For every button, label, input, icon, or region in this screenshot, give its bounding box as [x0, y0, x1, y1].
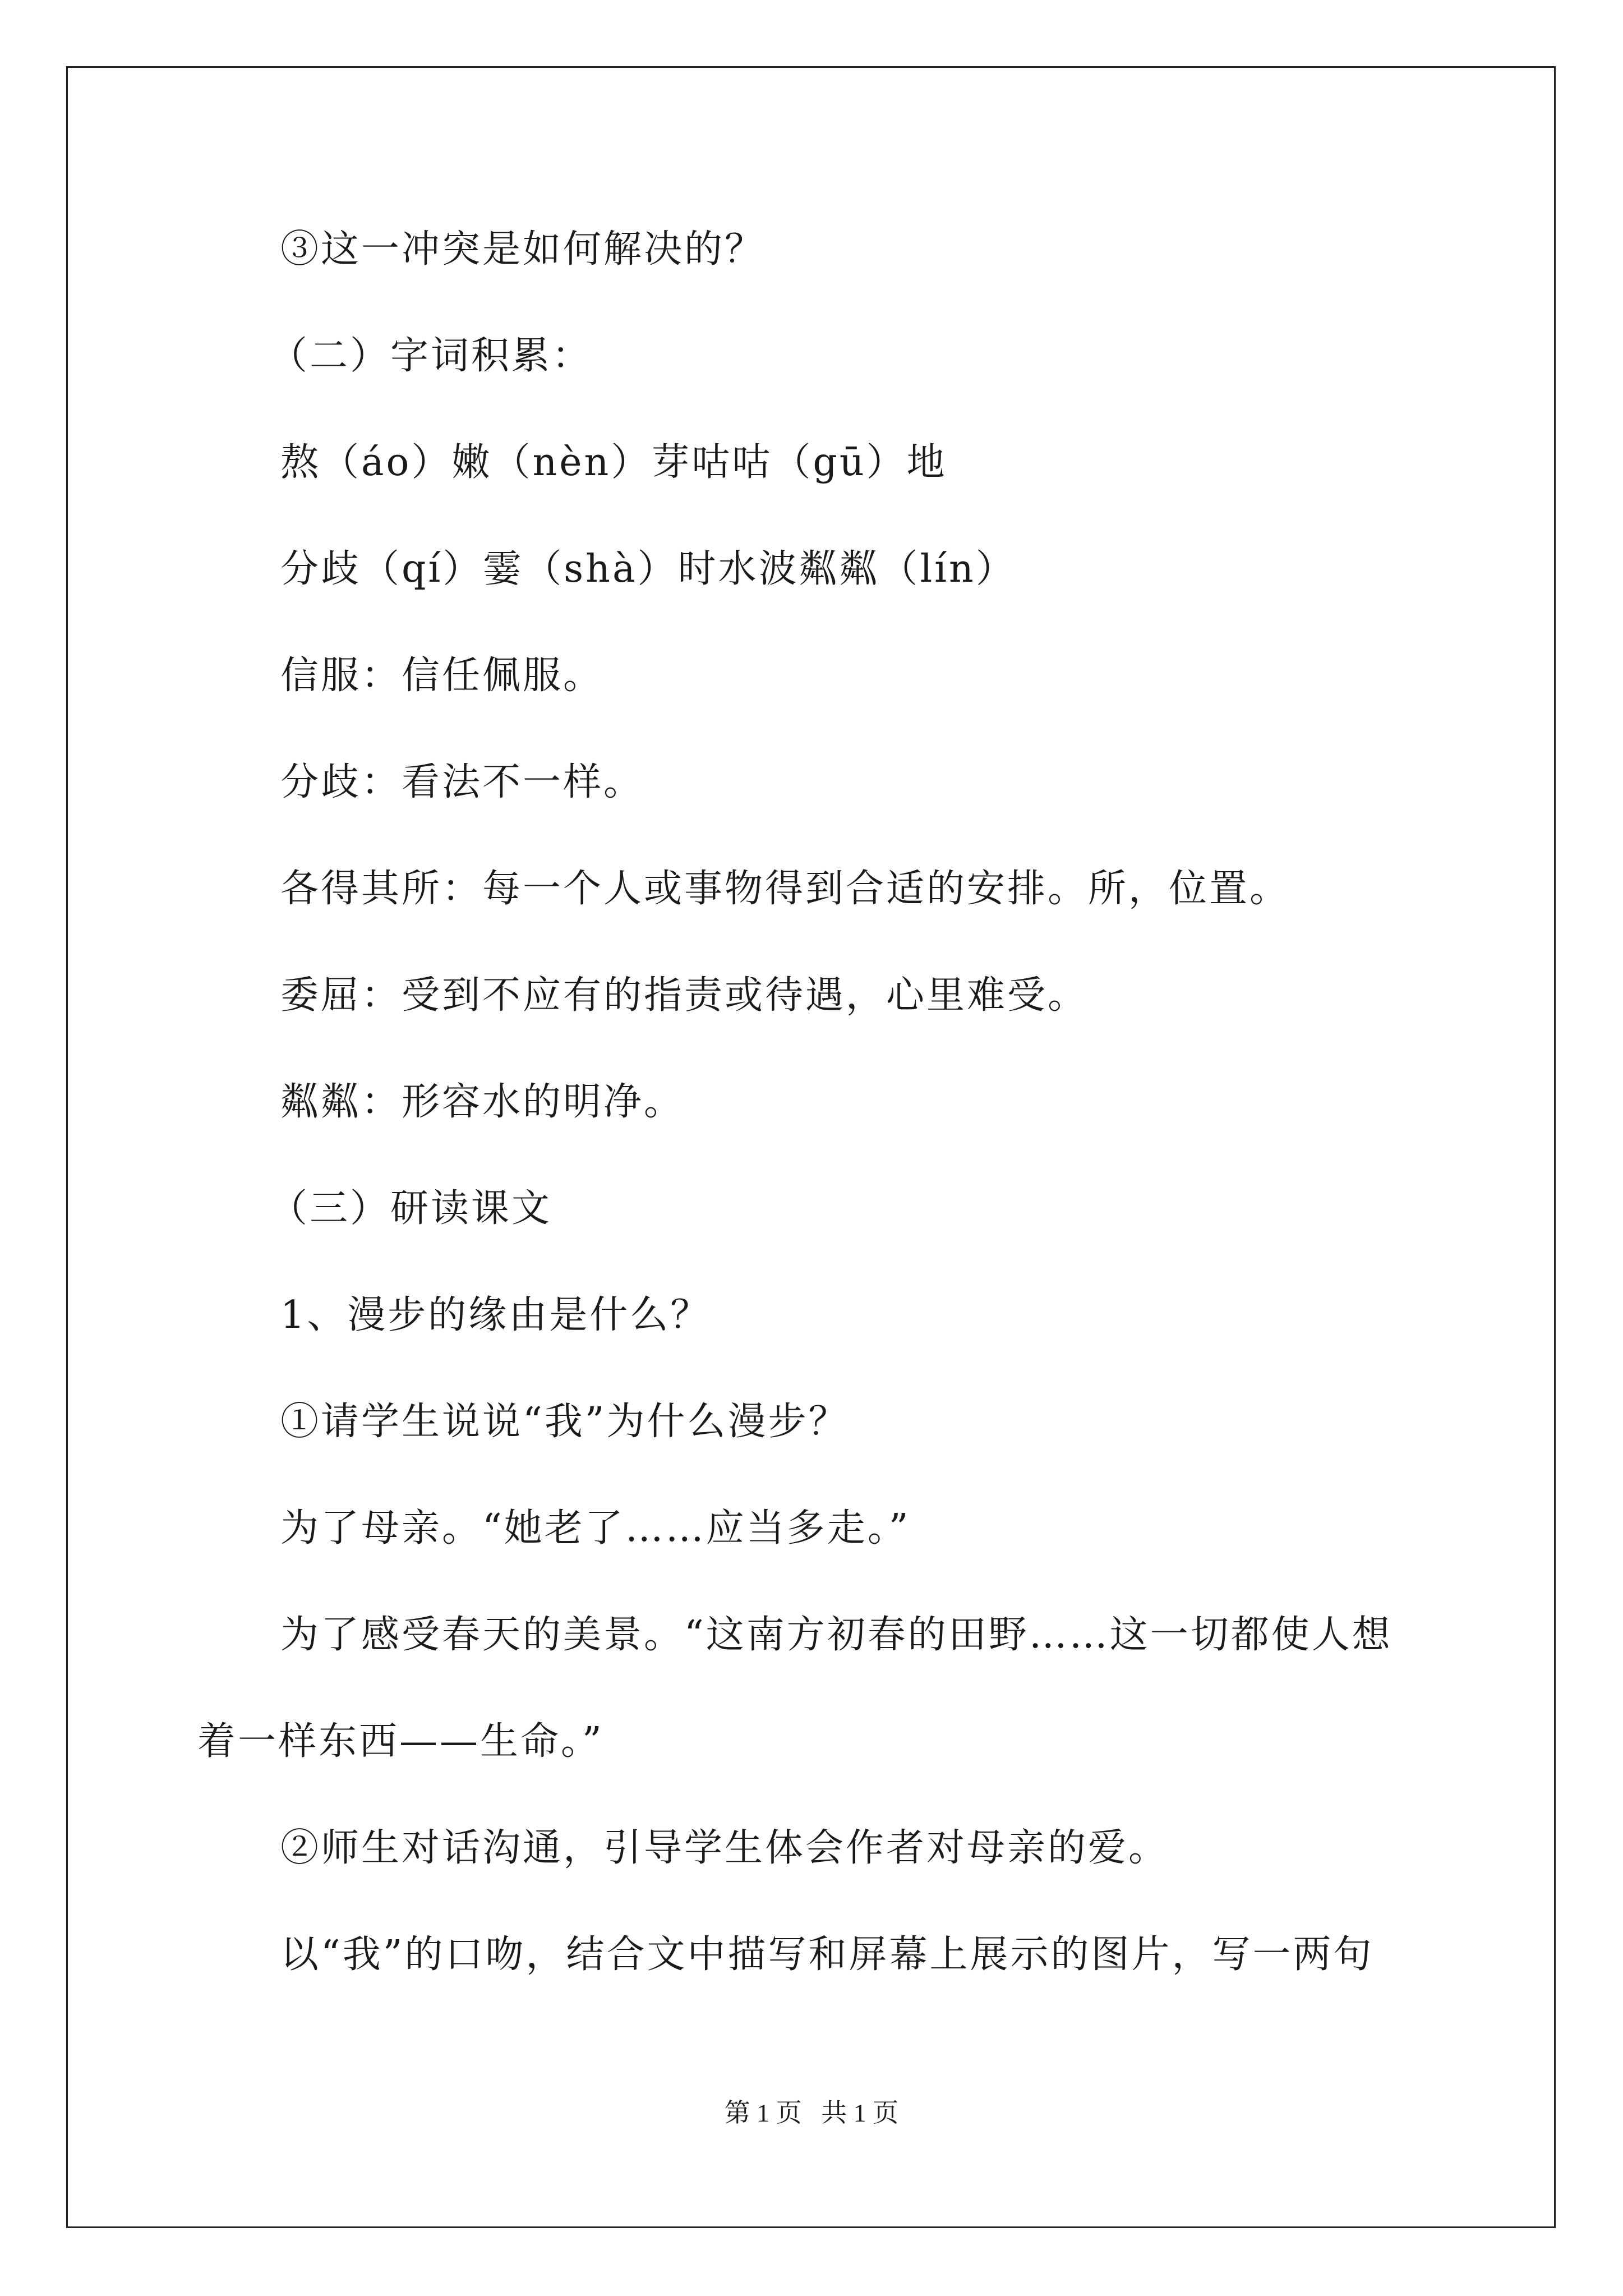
text-line-17: 以“我”的口吻，结合文中描写和屏幕上展示的图片，写一两句 — [280, 1932, 1374, 1977]
section-heading-2: （二）字词积累： — [269, 334, 593, 378]
text-line-16: ②师生对话沟通，引导学生体会作者对母亲的爱。 — [280, 1826, 1169, 1870]
text-line-14: 为了感受春天的美景。“这南方初春的田野……这一切都使人想 — [280, 1613, 1393, 1657]
text-line-1: ③这一冲突是如何解决的？ — [280, 227, 766, 272]
text-line-9: 粼粼：形容水的明净。 — [280, 1080, 685, 1124]
text-line-6: 分歧：看法不一样。 — [280, 760, 644, 804]
text-line-15: 着一样东西——生命。” — [197, 1719, 604, 1764]
text-line-5: 信服：信任佩服。 — [280, 654, 604, 698]
text-line-8: 委屈：受到不应有的指责或待遇，心里难受。 — [280, 973, 1089, 1018]
section-heading-3: （三）研读课文 — [269, 1186, 552, 1231]
text-line-11: 1、漫步的缘由是什么？ — [280, 1293, 711, 1337]
text-line-4: 分歧（qí）霎（shà）时水波粼粼（lín） — [280, 547, 1016, 591]
text-line-13: 为了母亲。“她老了……应当多走。” — [280, 1506, 911, 1550]
text-line-7: 各得其所：每一个人或事物得到合适的安排。所，位置。 — [280, 867, 1290, 911]
text-line-3: 熬（áo）嫩（nèn）芽咕咕（gū）地 — [280, 440, 947, 485]
page-border — [66, 66, 1556, 2228]
page-footer: 第 1 页 共 1 页 — [724, 2099, 899, 2127]
text-line-12: ①请学生说说“我”为什么漫步？ — [280, 1400, 849, 1444]
